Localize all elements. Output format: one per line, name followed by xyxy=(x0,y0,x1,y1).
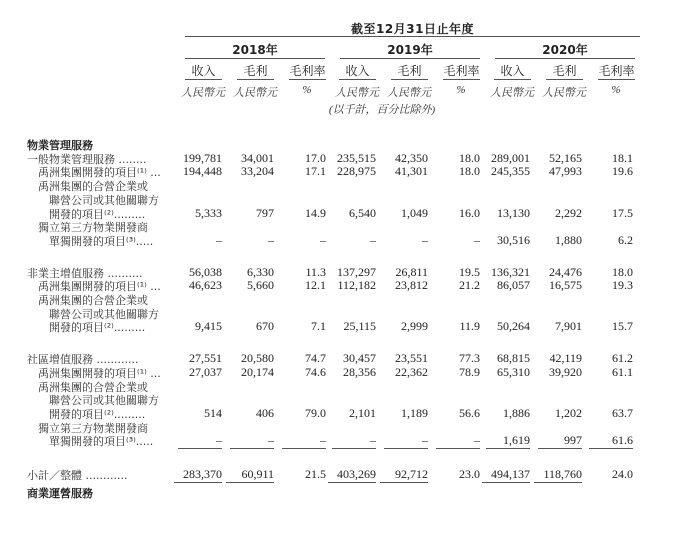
cell-value: 63.7 xyxy=(612,405,633,420)
cell-value: 61.2 xyxy=(612,351,633,366)
cell-value: 23,551 xyxy=(395,351,428,366)
cell-value: 797 xyxy=(256,205,274,220)
cell-value: 16,575 xyxy=(549,278,582,293)
category-label: 社區增值服務 ............ xyxy=(27,353,139,367)
cell-value: 1,202 xyxy=(555,405,582,420)
cell-value: 2,999 xyxy=(401,319,428,334)
total-value: 118,760 xyxy=(534,467,582,483)
column-header: 收入 xyxy=(500,64,525,78)
cell-value: 19.3 xyxy=(612,278,633,293)
year-2018: 2018年 xyxy=(232,43,278,57)
header-rule xyxy=(185,36,640,37)
year-2020: 2020年 xyxy=(542,43,588,57)
cell-value: 19.5 xyxy=(459,264,480,279)
column-header: 收入 xyxy=(345,64,370,78)
column-rule xyxy=(185,79,222,80)
cell-value: 7,901 xyxy=(555,319,582,334)
cell-value: 41,301 xyxy=(395,164,428,179)
unit-label: 人民幣元 xyxy=(490,87,534,99)
section-title: 物業管理服務 xyxy=(27,139,93,152)
cell-value: 19.6 xyxy=(612,164,633,179)
cell-value: 136,321 xyxy=(491,264,530,279)
cell-value: 15.7 xyxy=(612,319,633,334)
subcategory-label: 開發的項目⁽²⁾......... xyxy=(49,407,146,421)
cell-value: 194,448 xyxy=(183,164,222,179)
cell-value: 6,540 xyxy=(349,205,376,220)
column-header: 毛利率 xyxy=(289,64,326,78)
cell-value: 9,415 xyxy=(195,319,222,334)
column-rule xyxy=(339,79,376,80)
cell-value: 6.2 xyxy=(618,232,633,247)
cell-value: 33,204 xyxy=(241,164,274,179)
total-value: 23.0 xyxy=(459,467,480,481)
unit-label: % xyxy=(302,84,312,96)
cell-value: 289,001 xyxy=(491,150,530,165)
cell-value: – xyxy=(216,232,222,247)
cell-value: – xyxy=(268,232,274,247)
cell-value: 112,182 xyxy=(337,278,376,293)
unit-label: 人民幣元 xyxy=(181,87,225,99)
cell-value: 16.0 xyxy=(459,205,480,220)
cell-value: 235,515 xyxy=(337,150,376,165)
cell-value: 68,815 xyxy=(497,351,530,366)
cell-value: 11.3 xyxy=(305,264,326,279)
cell-value: 1,880 xyxy=(555,232,582,247)
subcategory-label: 聯營公司或其他關聯方 xyxy=(49,394,159,408)
cell-value: 1,049 xyxy=(401,205,428,220)
cell-value: 74.7 xyxy=(305,351,326,366)
cell-value: 137,297 xyxy=(337,264,376,279)
cell-value: – xyxy=(474,232,480,247)
cell-value: 17.5 xyxy=(612,205,633,220)
cell-value: 47,993 xyxy=(549,164,582,179)
cell-value: 199,781 xyxy=(183,150,222,165)
cell-value: 61.1 xyxy=(612,364,633,379)
cell-value: – xyxy=(422,232,428,247)
cell-value: 25,115 xyxy=(343,319,376,334)
units-note: (以千計，百分比除外) xyxy=(328,104,436,116)
unit-label: 人民幣元 xyxy=(387,87,431,99)
cell-value: 56,038 xyxy=(189,264,222,279)
cell-value: 77.3 xyxy=(459,351,480,366)
year-2019: 2019年 xyxy=(387,43,433,57)
year-rule xyxy=(185,58,325,59)
cell-value: 1,189 xyxy=(401,405,428,420)
subcategory-label: 禹洲集團的合營企業或 xyxy=(38,380,148,394)
subcategory-label: 開發的項目⁽²⁾......... xyxy=(49,321,146,335)
cell-value: – xyxy=(178,433,222,449)
total-value: 21.5 xyxy=(305,467,326,481)
cell-value: 61.6 xyxy=(589,433,633,449)
subcategory-label: 獨立第三方物業開發商 xyxy=(38,221,148,235)
cell-value: 12.1 xyxy=(305,278,326,293)
cell-value: 26,811 xyxy=(395,264,428,279)
total-value: 283,370 xyxy=(174,467,222,483)
cell-value: 21.2 xyxy=(459,278,480,293)
total-label: 小計／整體 ............ xyxy=(27,469,128,482)
column-rule xyxy=(289,79,326,80)
cell-value: 27,037 xyxy=(189,364,222,379)
cell-value: 78.9 xyxy=(459,364,480,379)
cell-value: 13,130 xyxy=(497,205,530,220)
cell-value: 2,101 xyxy=(349,405,376,420)
cell-value: 20,174 xyxy=(241,364,274,379)
cell-value: 20,580 xyxy=(241,351,274,366)
cell-value: – xyxy=(282,433,326,449)
cell-value: 22,362 xyxy=(395,364,428,379)
cell-value: – xyxy=(320,232,326,247)
unit-label: % xyxy=(611,84,621,96)
cell-value: 34,001 xyxy=(241,150,274,165)
period-title: 截至12月31日止年度 xyxy=(351,22,474,36)
unit-label: 人民幣元 xyxy=(335,87,379,99)
subcategory-label: 禹洲集團開發的項目⁽¹⁾ ... xyxy=(38,366,161,380)
cell-value: 670 xyxy=(256,319,274,334)
cell-value: 228,975 xyxy=(337,164,376,179)
subcategory-label: 禹洲集團的合營企業或 xyxy=(38,180,148,194)
column-header: 毛利 xyxy=(552,64,577,78)
cell-value: 65,310 xyxy=(497,364,530,379)
cell-value: 5,660 xyxy=(247,278,274,293)
column-rule xyxy=(598,79,635,80)
category-label: 一般物業管理服務 ........ xyxy=(27,152,147,166)
cell-value: 39,920 xyxy=(549,364,582,379)
cell-value: 18.0 xyxy=(459,150,480,165)
subcategory-label: 聯營公司或其他關聯方 xyxy=(49,193,159,207)
cell-value: – xyxy=(230,433,274,449)
cell-value: – xyxy=(332,433,376,449)
column-rule xyxy=(391,79,428,80)
total-value: 494,137 xyxy=(482,467,530,483)
year-rule xyxy=(340,58,480,59)
category-label: 非業主增值服務 .......... xyxy=(27,266,143,280)
column-header: 毛利率 xyxy=(443,64,480,78)
cell-value: 1,619 xyxy=(486,433,530,449)
cell-value: 23,812 xyxy=(395,278,428,293)
column-header: 毛利 xyxy=(243,64,268,78)
subcategory-label: 單獨開發的項目⁽³⁾..... xyxy=(49,435,154,449)
cell-value: 2,292 xyxy=(555,205,582,220)
cell-value: 245,355 xyxy=(491,164,530,179)
subcategory-label: 聯營公司或其他關聯方 xyxy=(49,307,159,321)
cell-value: 17.1 xyxy=(305,164,326,179)
cell-value: 406 xyxy=(256,405,274,420)
unit-label: 人民幣元 xyxy=(233,87,277,99)
total-value: 403,269 xyxy=(328,467,376,483)
unit-label: % xyxy=(456,84,466,96)
subcategory-label: 禹洲集團開發的項目⁽¹⁾ ... xyxy=(38,166,161,180)
cell-value: 30,457 xyxy=(343,351,376,366)
cell-value: 50,264 xyxy=(497,319,530,334)
cell-value: 14.9 xyxy=(305,205,326,220)
cell-value: – xyxy=(436,433,480,449)
cell-value: 18.1 xyxy=(612,150,633,165)
next-section-title-cut: 商業運營服務 xyxy=(27,487,93,500)
cell-value: 79.0 xyxy=(305,405,326,420)
cell-value: 28,356 xyxy=(343,364,376,379)
total-value: 92,712 xyxy=(380,467,428,483)
column-header: 毛利率 xyxy=(598,64,635,78)
cell-value: 42,119 xyxy=(549,351,582,366)
column-rule xyxy=(443,79,480,80)
column-rule xyxy=(237,79,274,80)
cell-value: 24,476 xyxy=(549,264,582,279)
cell-value: 86,057 xyxy=(497,278,530,293)
cell-value: 18.0 xyxy=(459,164,480,179)
cell-value: 30,516 xyxy=(497,232,530,247)
cell-value: 74.6 xyxy=(305,364,326,379)
cell-value: 6,330 xyxy=(247,264,274,279)
unit-label: 人民幣元 xyxy=(542,87,586,99)
column-rule xyxy=(546,79,583,80)
cell-value: 42,350 xyxy=(395,150,428,165)
cell-value: 1,886 xyxy=(503,405,530,420)
column-header: 收入 xyxy=(191,64,216,78)
cell-value: 5,333 xyxy=(195,205,222,220)
cell-value: 46,623 xyxy=(189,278,222,293)
subcategory-label: 獨立第三方物業開發商 xyxy=(38,421,148,435)
cell-value: – xyxy=(370,232,376,247)
year-rule xyxy=(495,58,635,59)
subcategory-label: 開發的項目⁽²⁾......... xyxy=(49,207,146,221)
cell-value: 27,551 xyxy=(189,351,222,366)
cell-value: 18.0 xyxy=(612,264,633,279)
cell-value: – xyxy=(384,433,428,449)
cell-value: 17.0 xyxy=(305,150,326,165)
subcategory-label: 禹洲集團開發的項目⁽¹⁾ ... xyxy=(38,280,161,294)
cell-value: 52,165 xyxy=(549,150,582,165)
cell-value: 11.9 xyxy=(459,319,480,334)
cell-value: 514 xyxy=(204,405,222,420)
column-header: 毛利 xyxy=(397,64,422,78)
cell-value: 997 xyxy=(538,433,582,449)
total-value: 24.0 xyxy=(612,467,633,481)
cell-value: 56.6 xyxy=(459,405,480,420)
cell-value: 7.1 xyxy=(311,319,326,334)
subcategory-label: 單獨開發的項目⁽³⁾..... xyxy=(49,234,154,248)
column-rule xyxy=(494,79,531,80)
subcategory-label: 禹洲集團的合營企業或 xyxy=(38,294,148,307)
total-value: 60,911 xyxy=(226,467,274,483)
